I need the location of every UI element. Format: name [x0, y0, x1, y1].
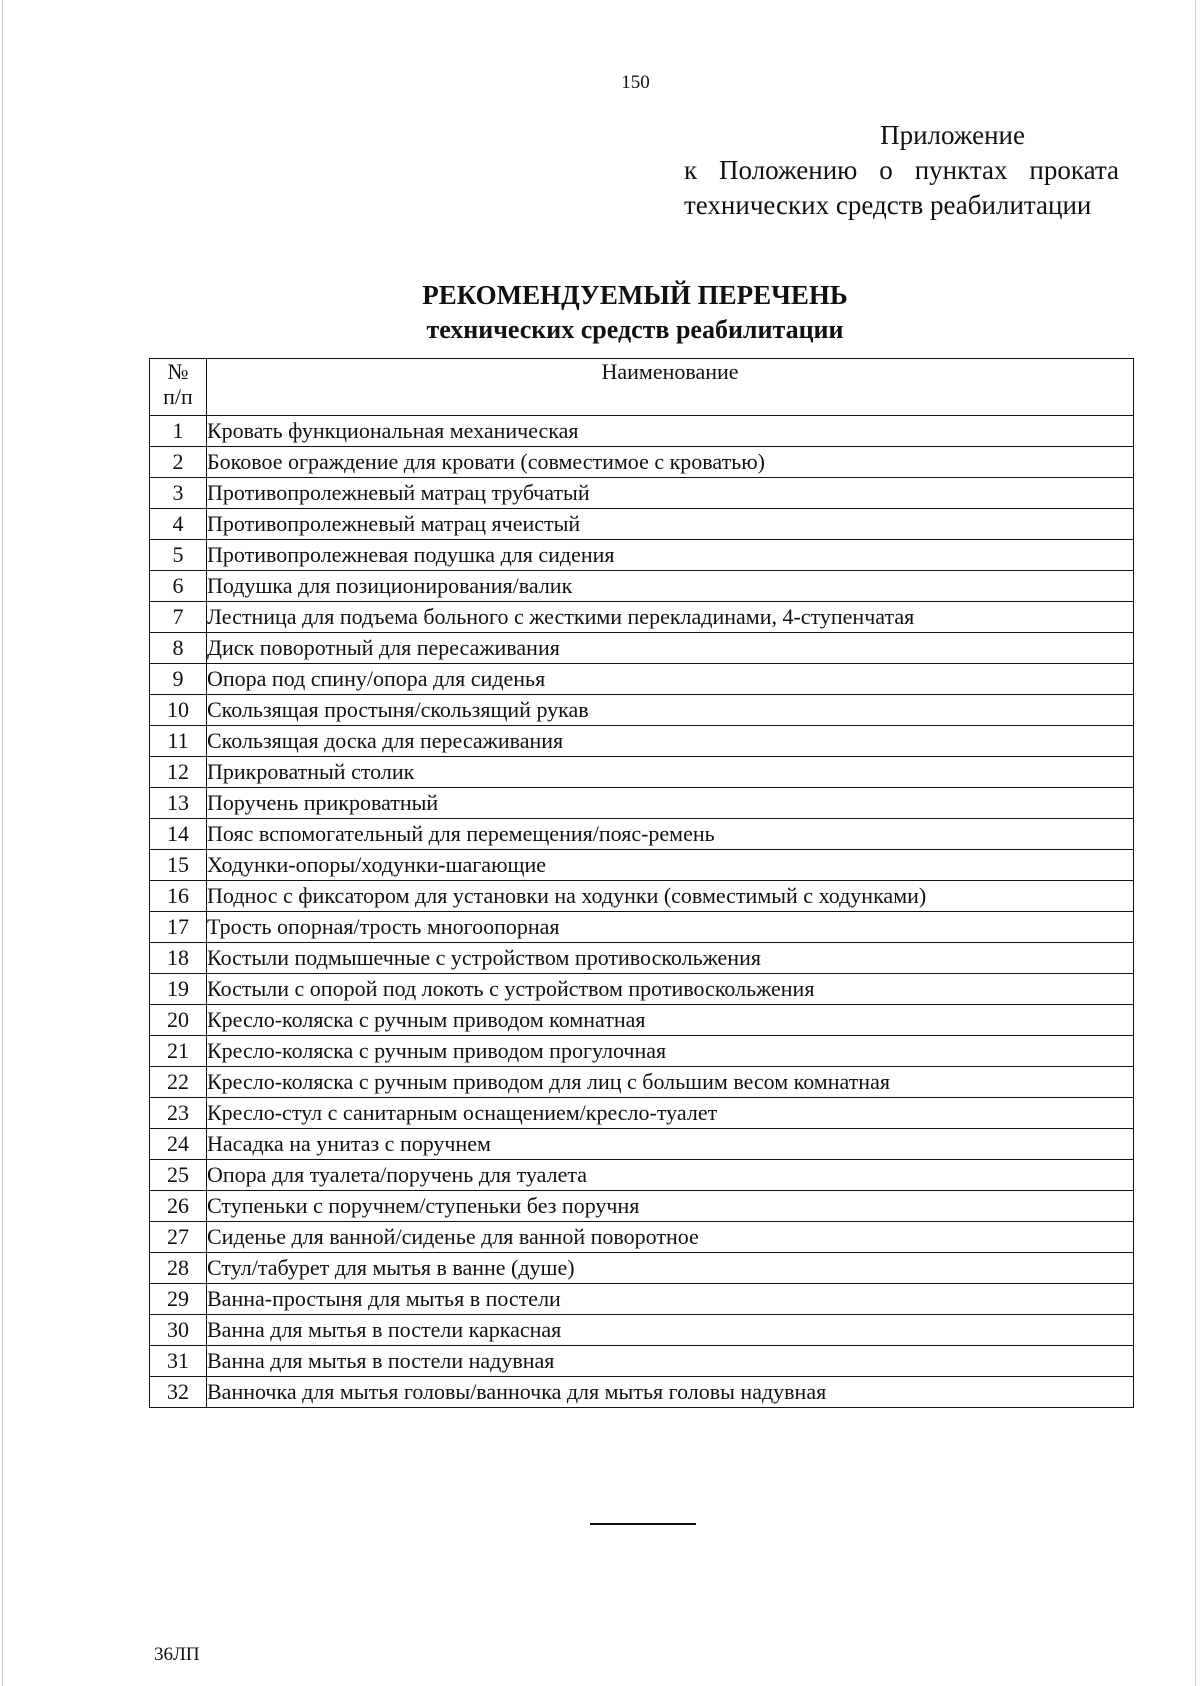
header-number-label: № п/п — [163, 359, 193, 409]
row-name: Кровать функциональная механическая — [207, 416, 1134, 447]
left-scan-edge — [2, 0, 3, 1686]
table-row — [150, 1160, 1134, 1191]
row-number: 23 — [150, 1098, 207, 1129]
row-name: Боковое ограждение для кровати (совместимое с кроватью) — [207, 447, 1134, 478]
table-row — [150, 757, 1134, 788]
row-number: 1 — [150, 416, 207, 447]
row-name: Кресло-коляска с ручным приводом для лиц с большим весом комнатная — [207, 1067, 1134, 1098]
rehabilitation-means-table — [149, 358, 1134, 1408]
row-name: Подушка для позиционирования/валик — [207, 571, 1134, 602]
row-number: 32 — [150, 1377, 207, 1408]
row-number: 9 — [150, 664, 207, 695]
row-number: 30 — [150, 1315, 207, 1346]
row-number: 10 — [150, 695, 207, 726]
table-row — [150, 1377, 1134, 1408]
table-row — [150, 819, 1134, 850]
row-name: Лестница для подъема больного с жесткими перекладинами, 4-ступенчатая — [207, 602, 1134, 633]
appendix-note — [684, 118, 1119, 223]
table-row — [150, 478, 1134, 509]
document-code: 36ЛП — [154, 1644, 200, 1665]
document-subtitle: технических средств реабилитации — [426, 315, 844, 344]
row-name: Сиденье для ванной/сиденье для ванной поворотное — [207, 1222, 1134, 1253]
table-row — [150, 416, 1134, 447]
row-name: Кресло-коляска с ручным приводом комнатная — [207, 1005, 1134, 1036]
row-number: 5 — [150, 540, 207, 571]
table-row — [150, 974, 1134, 1005]
row-name: Ванна для мытья в постели каркасная — [207, 1315, 1134, 1346]
table-row — [150, 571, 1134, 602]
row-name: Противопролежневая подушка для сидения — [207, 540, 1134, 571]
row-number: 21 — [150, 1036, 207, 1067]
row-name: Диск поворотный для пересаживания — [207, 633, 1134, 664]
row-number: 13 — [150, 788, 207, 819]
row-name: Ванна-простыня для мытья в постели — [207, 1284, 1134, 1315]
row-name: Противопролежневый матрац трубчатый — [207, 478, 1134, 509]
row-number: 3 — [150, 478, 207, 509]
table-row — [150, 1005, 1134, 1036]
row-number: 22 — [150, 1067, 207, 1098]
table-row — [150, 1191, 1134, 1222]
table-row — [150, 695, 1134, 726]
row-name: Кресло-стул с санитарным оснащением/кресло-туалет — [207, 1098, 1134, 1129]
table-body — [150, 416, 1134, 1408]
row-name: Опора для туалета/поручень для туалета — [207, 1160, 1134, 1191]
table-row — [150, 1315, 1134, 1346]
table-row — [150, 1346, 1134, 1377]
table-row — [150, 881, 1134, 912]
document-title: РЕКОМЕНДУЕМЫЙ ПЕРЕЧЕНЬ — [422, 280, 848, 310]
row-name: Кресло-коляска с ручным приводом прогулочная — [207, 1036, 1134, 1067]
row-number: 6 — [150, 571, 207, 602]
row-name: Скользящая доска для пересаживания — [207, 726, 1134, 757]
row-number: 18 — [150, 943, 207, 974]
row-number: 19 — [150, 974, 207, 1005]
right-scan-edge — [1195, 0, 1196, 1686]
row-number: 2 — [150, 447, 207, 478]
header-number — [150, 359, 207, 416]
table-row — [150, 1222, 1134, 1253]
table-row — [150, 1098, 1134, 1129]
header-name-label: Наименование — [601, 359, 739, 384]
table-row — [150, 1067, 1134, 1098]
row-name: Поручень прикроватный — [207, 788, 1134, 819]
row-name: Насадка на унитаз с поручнем — [207, 1129, 1134, 1160]
row-name: Противопролежневый матрац ячеистый — [207, 509, 1134, 540]
table-row — [150, 912, 1134, 943]
table-row — [150, 602, 1134, 633]
table-row — [150, 664, 1134, 695]
row-number: 31 — [150, 1346, 207, 1377]
row-number: 26 — [150, 1191, 207, 1222]
row-number: 11 — [150, 726, 207, 757]
table-row — [150, 850, 1134, 881]
row-number: 7 — [150, 602, 207, 633]
row-number: 28 — [150, 1253, 207, 1284]
row-name: Костыли подмышечные с устройством противоскольжения — [207, 943, 1134, 974]
row-number: 24 — [150, 1129, 207, 1160]
row-number: 27 — [150, 1222, 207, 1253]
row-name: Ступеньки с поручнем/ступеньки без поручня — [207, 1191, 1134, 1222]
row-number: 17 — [150, 912, 207, 943]
row-name: Ванночка для мытья головы/ванночка для мытья головы надувная — [207, 1377, 1134, 1408]
row-number: 29 — [150, 1284, 207, 1315]
header-name — [207, 359, 1134, 416]
table-row — [150, 447, 1134, 478]
table-row — [150, 1253, 1134, 1284]
table-row — [150, 540, 1134, 571]
appendix-reference: к Положению о пунктах проката — [684, 155, 1119, 185]
row-number: 12 — [150, 757, 207, 788]
row-name: Пояс вспомогательный для перемещения/пояс-ремень — [207, 819, 1134, 850]
table-row — [150, 1036, 1134, 1067]
row-name: Костыли с опорой под локоть с устройством противоскольжения — [207, 974, 1134, 1005]
row-number: 25 — [150, 1160, 207, 1191]
row-name: Поднос с фиксатором для установки на ходунки (совместимый с ходунками) — [207, 881, 1134, 912]
table-row — [150, 633, 1134, 664]
row-number: 20 — [150, 1005, 207, 1036]
row-number: 4 — [150, 509, 207, 540]
row-name: Ванна для мытья в постели надувная — [207, 1346, 1134, 1377]
row-name: Ходунки-опоры/ходунки-шагающие — [207, 850, 1134, 881]
table-row — [150, 1129, 1134, 1160]
table-header-row — [150, 359, 1134, 416]
table-row — [150, 943, 1134, 974]
appendix-label: Приложение — [880, 120, 1025, 150]
row-number: 8 — [150, 633, 207, 664]
row-number: 15 — [150, 850, 207, 881]
row-name: Опора под спину/опора для сиденья — [207, 664, 1134, 695]
table-row — [150, 726, 1134, 757]
row-number: 16 — [150, 881, 207, 912]
table-row — [150, 509, 1134, 540]
table-row — [150, 1284, 1134, 1315]
row-name: Стул/табурет для мытья в ванне (душе) — [207, 1253, 1134, 1284]
page-number: 150 — [621, 72, 650, 93]
table-row — [150, 788, 1134, 819]
appendix-reference-continued: технических средств реабилитации — [684, 190, 1092, 220]
end-rule — [590, 1523, 696, 1525]
row-name: Трость опорная/трость многоопорная — [207, 912, 1134, 943]
row-name: Скользящая простыня/скользящий рукав — [207, 695, 1134, 726]
row-number: 14 — [150, 819, 207, 850]
row-name: Прикроватный столик — [207, 757, 1134, 788]
